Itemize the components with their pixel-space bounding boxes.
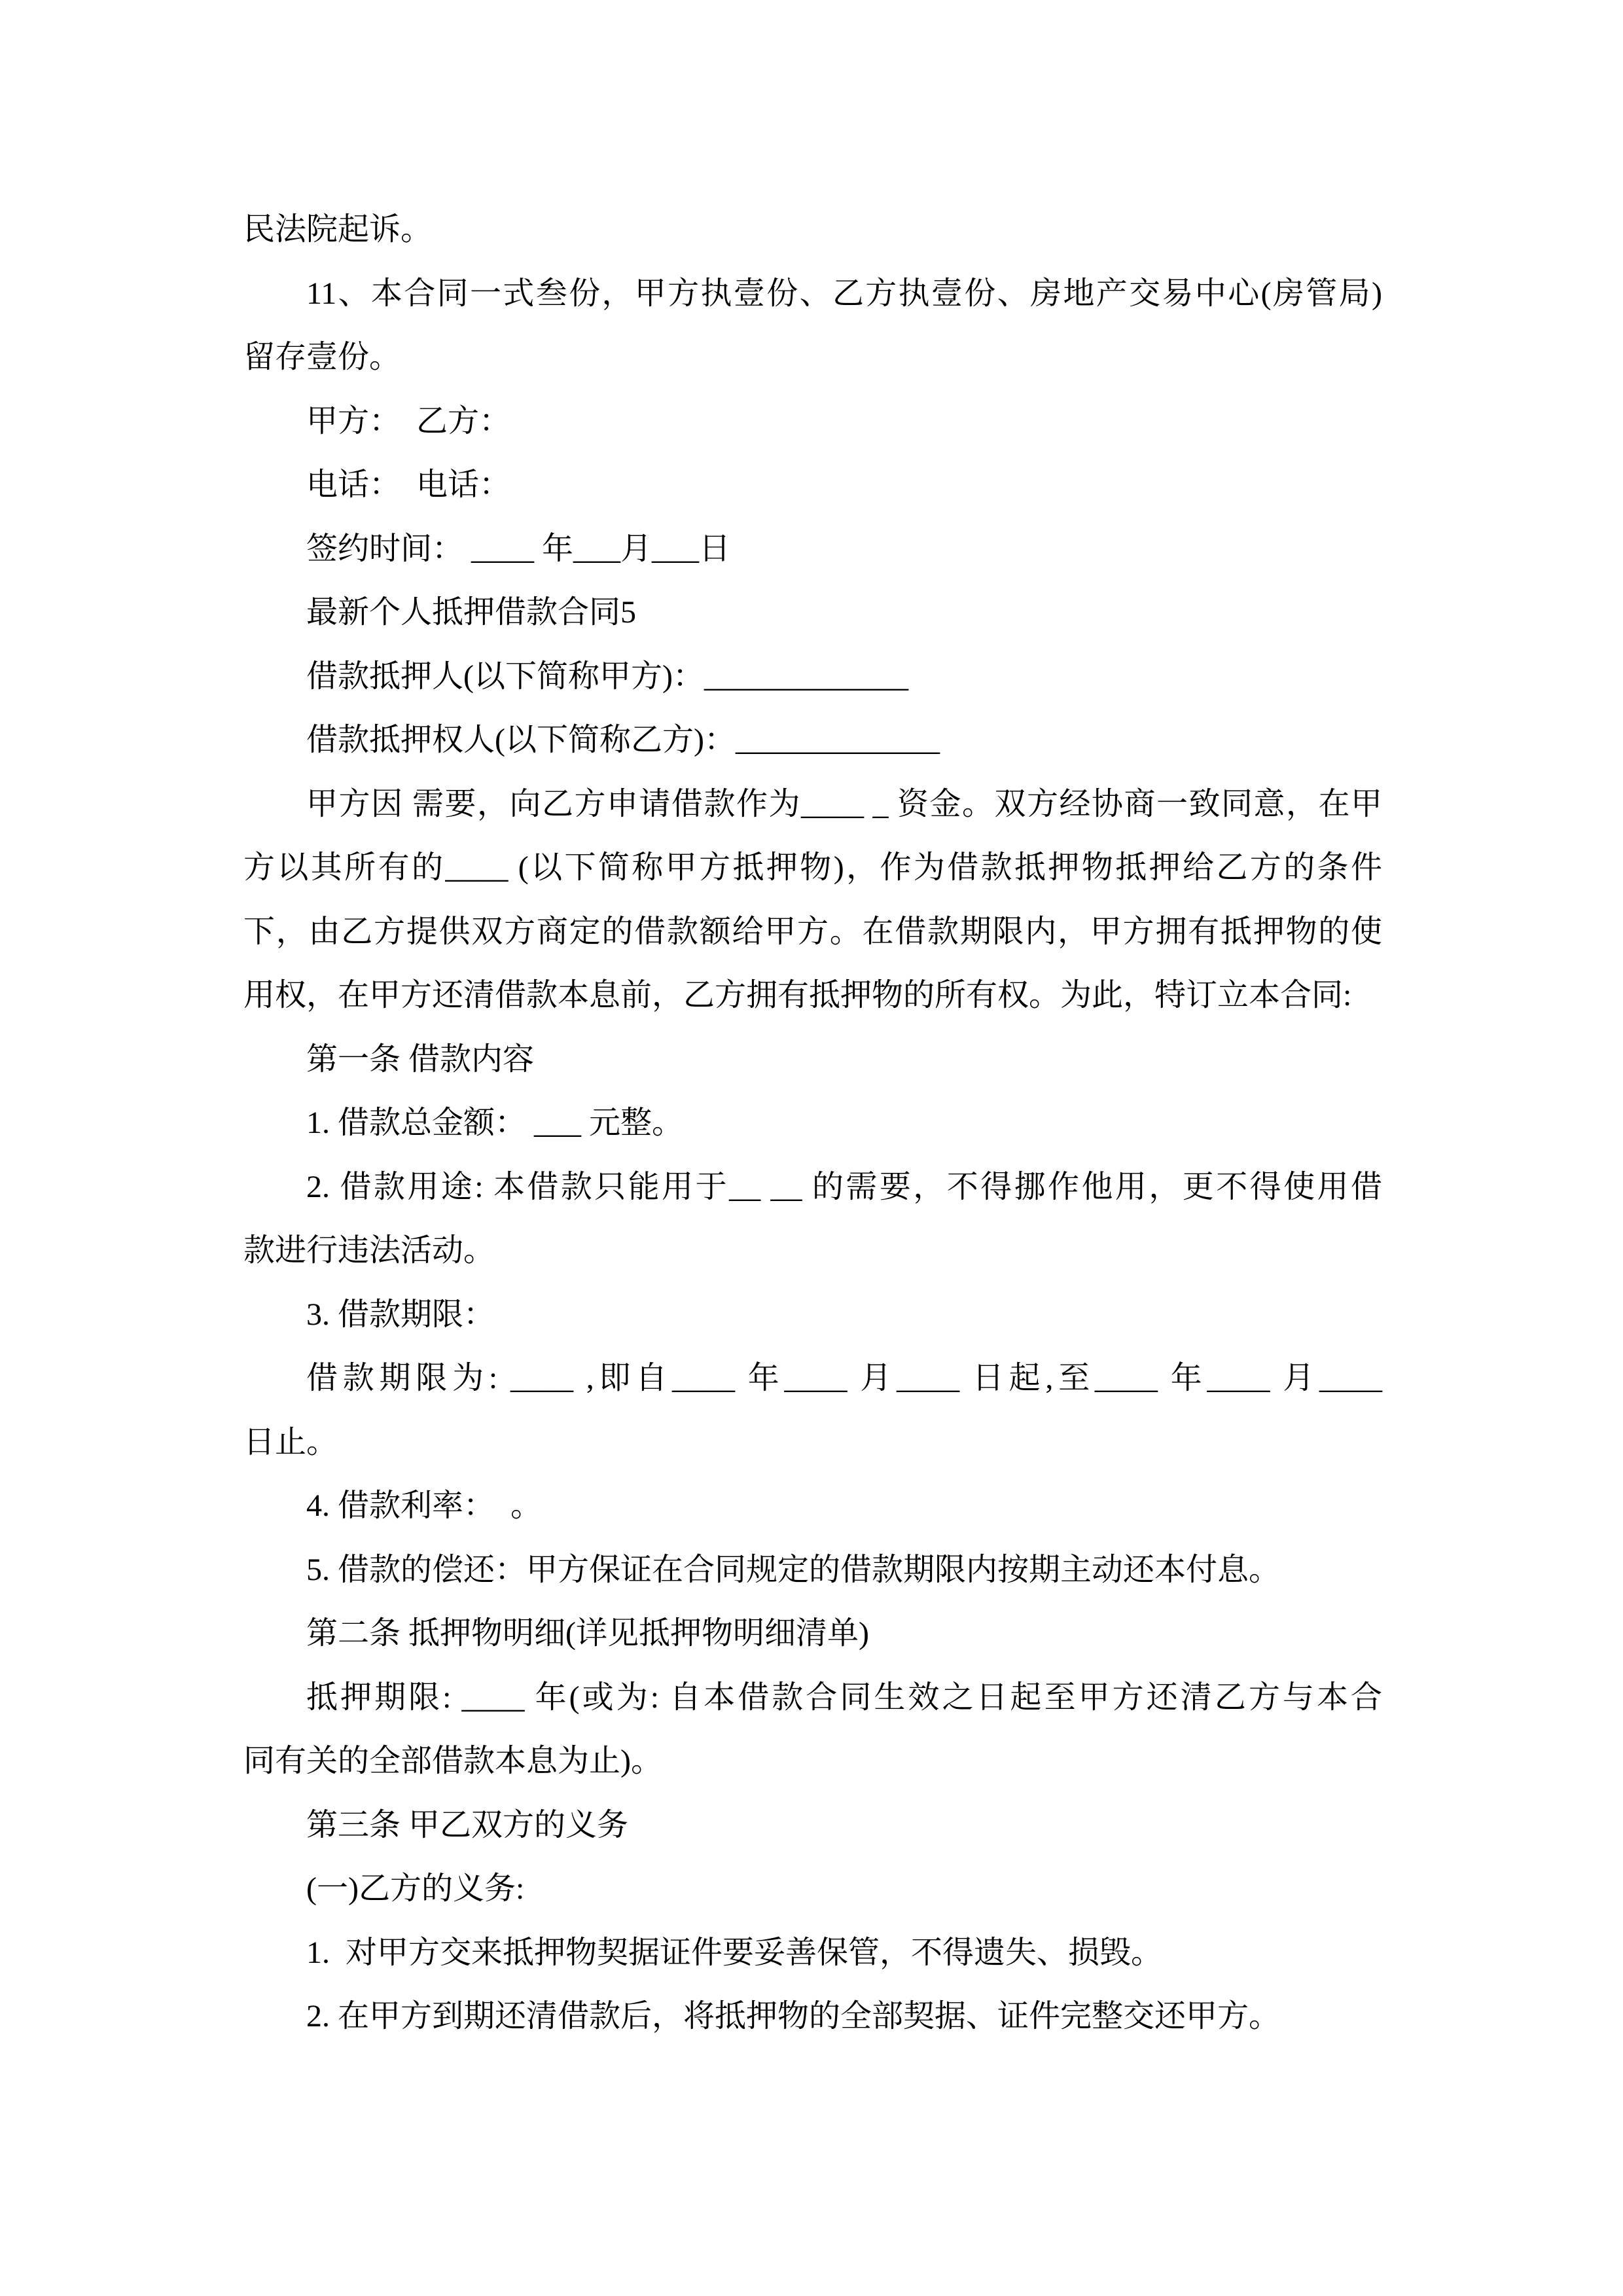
- document-line: 甲方因 需要，向乙方申请借款作为____ _ 资金。双方经协商一致同意，在甲: [306, 786, 1382, 821]
- document-line: 借款抵押人(以下简称甲方)：_____________: [306, 658, 908, 694]
- document-line: 用权，在甲方还清借款本息前，乙方拥有抵押物的所有权。为此，特订立本合同:: [243, 978, 1352, 1013]
- document-line: 第一条 借款内容: [306, 1041, 535, 1077]
- document-line: 最新个人抵押借款合同5: [306, 595, 637, 630]
- document-line: 11、本合同一式叁份，甲方执壹份、乙方执壹份、房地产交易中心(房管局): [306, 276, 1382, 311]
- document-line: 5. 借款的偿还：甲方保证在合同规定的借款期限内按期主动还本付息。: [306, 1552, 1281, 1587]
- document-line: 抵押期限: ____ 年(或为: 自本借款合同生效之日起至甲方还清乙方与本合: [306, 1679, 1382, 1715]
- document-line: 甲方： 乙方：: [306, 403, 511, 439]
- document-line: 3. 借款期限：: [306, 1297, 495, 1332]
- document-line: 电话： 电话：: [306, 467, 511, 502]
- document-line: (一)乙方的义务:: [306, 1871, 525, 1906]
- document-line: 1. 借款总金额： ___ 元整。: [306, 1105, 684, 1140]
- document-line: 借款抵押权人(以下简称乙方)：_____________: [306, 723, 940, 757]
- document-line: 留存壹份。: [243, 340, 401, 374]
- document-line: 第三条 甲乙双方的义务: [306, 1807, 629, 1842]
- document-line: 民法院起诉。: [243, 212, 433, 247]
- document-line: 4. 借款利率： 。: [306, 1488, 543, 1523]
- document-line: 方以其所有的____ (以下简称甲方抵押物)，作为借款抵押物抵押给乙方的条件: [243, 850, 1382, 885]
- document-line: 日止。: [243, 1424, 338, 1460]
- document-line: 款进行违法活动。: [243, 1233, 495, 1268]
- document-line: 下，由乙方提供双方商定的借款额给甲方。在借款期限内，甲方拥有抵押物的使: [243, 914, 1382, 949]
- document-line: 2. 在甲方到期还清借款后，将抵押物的全部契据、证件完整交还甲方。: [306, 1999, 1281, 2034]
- document-line: 借款期限为: ____ ,即自____ 年____ 月____ 日起,至____ 年____ 月____: [306, 1361, 1382, 1395]
- document-line: 同有关的全部借款本息为止)。: [243, 1744, 662, 1778]
- document-line: 第二条 抵押物明细(详见抵押物明细清单): [306, 1616, 869, 1651]
- document-line: 1. 对甲方交来抵押物契据证件要妥善保管，不得遗失、损毁。: [306, 1935, 1163, 1970]
- document-line: 签约时间： ____ 年___月___日: [306, 531, 731, 566]
- document-line: 2. 借款用途: 本借款只能用于__ __ 的需要，不得挪作他用，更不得使用借: [306, 1169, 1382, 1204]
